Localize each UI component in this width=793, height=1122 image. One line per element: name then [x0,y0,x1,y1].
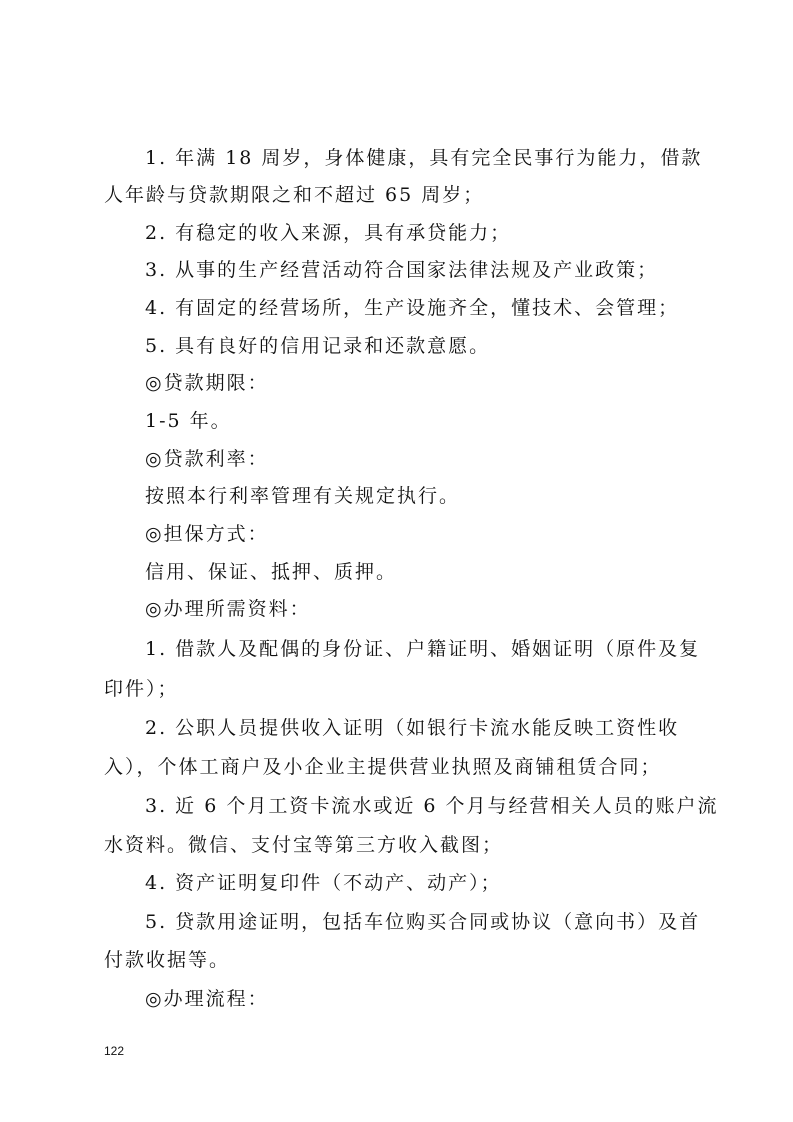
text-line: 人年龄与贷款期限之和不超过 65 周岁； [104,184,485,206]
section-heading: ◎办理流程： [145,988,269,1010]
section-heading: ◎贷款期限： [145,372,269,394]
text-line: 4. 资产证明复印件（不动产、动产）； [145,872,502,894]
text-line: 印件）； [104,678,179,700]
text-line: 按照本行利率管理有关规定执行。 [145,485,461,507]
text-line: 5. 贷款用途证明，包括车位购买合同或协议（意向书）及首 [145,911,701,933]
text-line: 2. 有稳定的收入来源，具有承贷能力； [145,222,512,244]
section-heading: ◎办理所需资料： [145,598,311,620]
section-heading: ◎担保方式： [145,523,269,545]
text-line: 1. 借款人及配偶的身份证、户籍证明、婚姻证明（原件及复 [145,638,701,660]
text-line: 1-5 年。 [145,410,232,432]
text-line: 3. 从事的生产经营活动符合国家法律法规及产业政策； [145,259,659,281]
text-line: 付款收据等。 [104,949,231,971]
page-number: 122 [104,1044,125,1058]
text-line: 5. 具有良好的信用记录和还款意愿。 [145,335,491,357]
text-line: 2. 公职人员提供收入证明（如银行卡流水能反映工资性收 [145,717,680,739]
section-heading: ◎贷款利率： [145,448,269,470]
text-line: 信用、保证、抵押、质押。 [145,561,398,583]
text-line: 1. 年满 18 周岁，身体健康，具有完全民事行为能力，借款 [145,147,703,169]
text-line: 水资料。微信、支付宝等第三方收入截图； [104,834,504,856]
text-line: 4. 有固定的经营场所，生产设施齐全，懂技术、会管理； [145,297,680,319]
text-line: 3. 近 6 个月工资卡流水或近 6 个月与经营相关人员的账户流 [145,795,719,817]
text-line: 入），个体工商户及小企业主提供营业执照及商铺租赁合同； [104,756,662,778]
